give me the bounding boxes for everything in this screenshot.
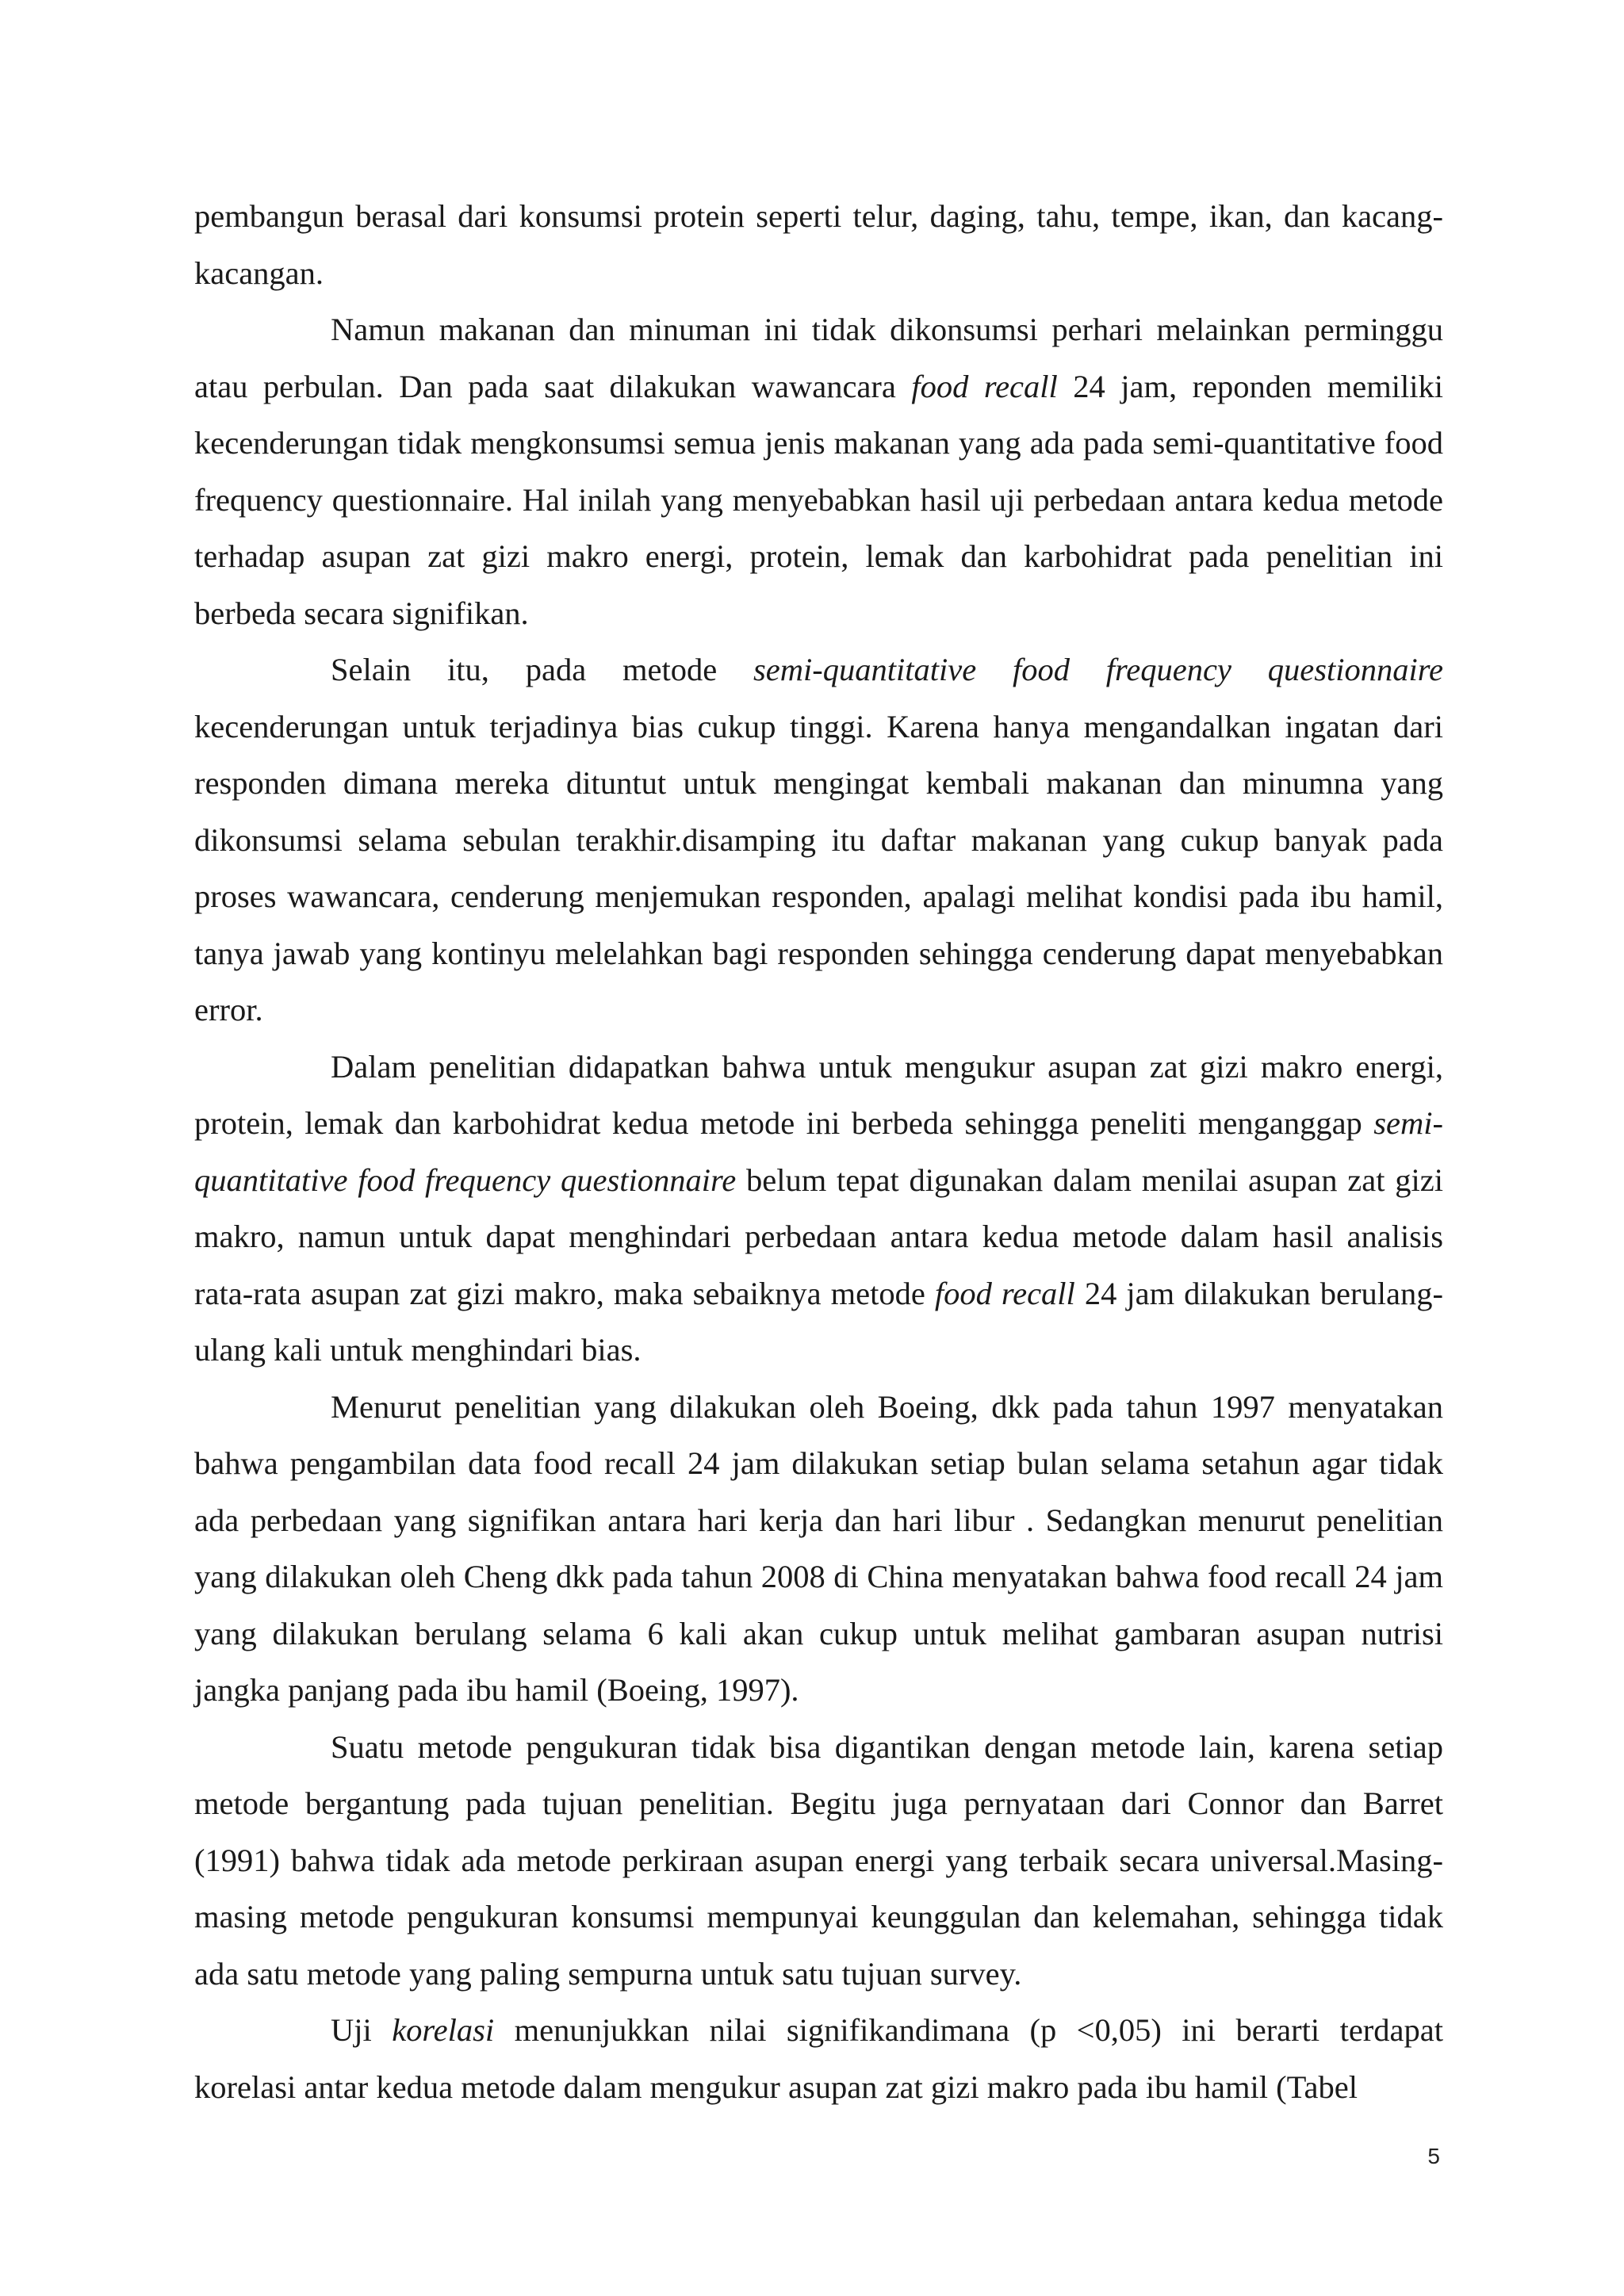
text-segment: Uji [331, 2012, 393, 2048]
text-segment: menunjukkan nilai signifikandimana (p <0,05) ini berarti terdapat korelasi antar kedua metode dalam mengukur asupan zat gizi makro pada ibu hamil (Tabel [194, 2012, 1443, 2105]
italic-text: semi-quantitative food frequency questionnaire [194, 1105, 1443, 1198]
text-segment: Menurut penelitian yang dilakukan oleh Boeing, dkk pada tahun 1997 menyatakan bahwa pengambilan data food recall 24 jam dilakukan setiap bulan selama setahun agar tidak ada perbedaan yang signifikan antara hari kerja dan hari libur . Sedangkan menurut penelitian yang dilakukan oleh Cheng dkk pada tahun 2008 di China menyatakan bahwa food recall 24 jam yang dilakukan berulang selama 6 kali akan cukup untuk melihat gambaran asupan nutrisi jangka panjang pada ibu hamil (Boeing, 1997). [194, 1388, 1443, 1708]
paragraph [194, 188, 1443, 301]
text-segment: Dalam penelitian didapatkan bahwa untuk mengukur asupan zat gizi makro energi, protein, lemak dan karbohidrat kedua metode ini berbeda sehingga peneliti menganggap [194, 1048, 1443, 1141]
italic-text: food recall [911, 368, 1058, 404]
body-text [194, 188, 1443, 2115]
paragraph [194, 2002, 1443, 2115]
italic-text: korelasi [392, 2012, 495, 2048]
text-segment: Namun makanan dan minuman ini tidak dikonsumsi perhari melainkan perminggu atau perbulan. Dan pada saat dilakukan wawancara [194, 312, 1443, 404]
text-segment: Selain itu, pada metode [331, 652, 753, 687]
text-segment: pembangun berasal dari konsumsi protein seperti telur, daging, tahu, tempe, ikan, dan kacang-kacangan. [194, 198, 1443, 291]
paragraph [194, 1039, 1443, 1379]
text-segment: belum tepat digunakan dalam menilai asupan zat gizi makro, namun untuk dapat menghindari perbedaan antara kedua metode dalam hasil analisis rata-rata asupan zat gizi makro, maka sebaiknya metode [194, 1161, 1443, 1311]
italic-text: semi-quantitative food frequency questionnaire [753, 652, 1443, 687]
italic-text: food recall [934, 1275, 1075, 1311]
text-segment: Suatu metode pengukuran tidak bisa digantikan dengan metode lain, karena setiap metode bergantung pada tujuan penelitian. Begitu juga pernyataan dari Connor dan Barret (1991) bahwa tidak ada metode perkiraan asupan energi yang terbaik secara universal.Masing-masing metode pengukuran konsumsi mempunyai keunggulan dan kelemahan, sehingga tidak ada satu metode yang paling sempurna untuk satu tujuan survey. [194, 1728, 1443, 1992]
paragraph [194, 1379, 1443, 1719]
paragraph [194, 1719, 1443, 2003]
paragraph [194, 641, 1443, 1039]
text-segment: 24 jam, reponden memiliki kecenderungan tidak mengkonsumsi semua jenis makanan yang ada pada semi-quantitative food frequency questionnaire. Hal inilah yang menyebabkan hasil uji perbedaan antara kedua metode terhadap asupan zat gizi makro energi, protein, lemak dan karbohidrat pada penelitian ini berbeda secara signifikan. [194, 368, 1443, 631]
text-segment: 24 jam dilakukan berulang-ulang kali untuk menghindari bias. [194, 1275, 1443, 1368]
paragraph [194, 301, 1443, 641]
page-number: 5 [1427, 2144, 1440, 2168]
text-segment: kecenderungan untuk terjadinya bias cukup tinggi. Karena hanya mengandalkan ingatan dari responden dimana mereka dituntut untuk mengingat kembali makanan dan minumna yang dikonsumsi selama sebulan terakhir.disamping itu daftar makanan yang cukup banyak pada proses wawancara, cenderung menjemukan responden, apalagi melihat kondisi pada ibu hamil, tanya jawab yang kontinyu melelahkan bagi responden sehingga cenderung dapat menyebabkan error. [194, 708, 1443, 1027]
